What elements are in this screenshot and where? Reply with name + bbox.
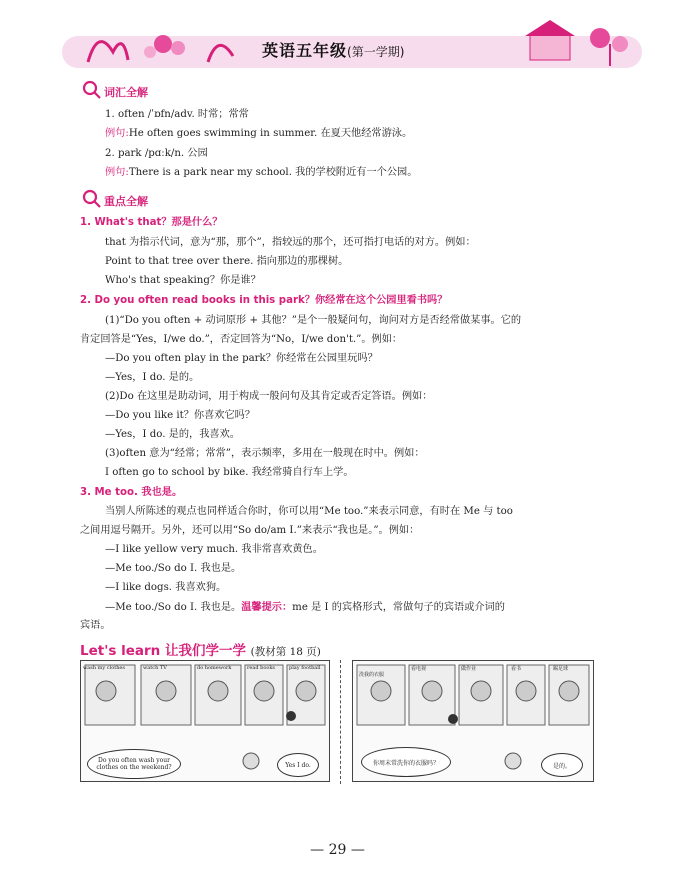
point-2-line: —Yes，I do. 是的，我喜欢。 <box>105 429 240 440</box>
speech-bubble-question: 你周末常洗你的衣服吗？ <box>361 747 451 777</box>
point-1-title: 1. What's that？那是什么？ <box>80 217 223 228</box>
comic-label: 踢足球 <box>553 666 569 672</box>
speech-bubble-answer: Yes I do. <box>277 753 319 777</box>
point-1-line: Point to that tree over there. 指向那边的那棵树。 <box>105 256 349 267</box>
vocab-example-1: 例句:He often goes swimming in summer. 在夏天他经常游泳。 <box>105 128 413 139</box>
page-number: — 29 — <box>310 842 365 858</box>
comic-panel-left <box>80 660 330 782</box>
point-2-line: (1)“Do you often + 动词原形 + 其他？”是个一般疑问句，询问对方是否经常做某事。它的 <box>105 315 522 326</box>
header-title: 英语五年级(第一学期) <box>262 41 405 60</box>
comic-panel-right <box>352 660 594 782</box>
vocab-word-2: 2. park /pɑːk/n. 公园 <box>105 148 208 159</box>
point-3-line: 当别人所陈述的观点也同样适合你时，你可以用“Me too.”来表示同意，有时在 Me 与 too <box>105 506 513 517</box>
point-3-title: 3. Me too. 我也是。 <box>80 487 183 498</box>
speech-bubble-question: Do you often wash your clothes on the weekend? <box>87 749 181 779</box>
point-2-line: —Do you often play in the park？你经常在公园里玩吗？ <box>105 353 378 364</box>
comic-label: read books <box>247 665 275 671</box>
point-3-line: 宾语。 <box>80 620 111 631</box>
comic-label: do homework <box>197 665 232 671</box>
magnifier-icon <box>80 79 102 101</box>
comic-label: 看书 <box>511 666 522 672</box>
key-heading: 重点全解 <box>104 195 148 208</box>
point-3-line: —Me too./So do I. 我也是。 <box>105 563 242 574</box>
point-3-line: —I like dogs. 我喜欢狗。 <box>105 582 227 593</box>
vocab-word-1: 1. often /ˈɒfn/adv. 时常；常常 <box>105 109 249 120</box>
magnifier-icon <box>80 188 102 210</box>
header-decoration-right <box>500 14 640 70</box>
comic-label: wash my clothes <box>83 665 125 671</box>
speech-bubble-answer: 是的。 <box>541 753 583 777</box>
point-2-line: —Do you like it？你喜欢它吗？ <box>105 410 256 421</box>
point-3-line: —I like yellow very much. 我非常喜欢黄色。 <box>105 544 323 555</box>
vocab-example-2: 例句:There is a park near my school. 我的学校附近有一个公园。 <box>105 167 418 178</box>
point-2-line: (3)often 意为“经常；常常”，表示频率，多用在一般现在时中。例如： <box>105 448 425 459</box>
comic-label: 做作业 <box>461 666 477 672</box>
header-decoration-left <box>68 22 238 70</box>
point-2-line: —Yes，I do. 是的。 <box>105 372 200 383</box>
comic-label: watch TV <box>143 665 167 671</box>
comic-divider <box>340 660 341 784</box>
point-1-line: that 为指示代词，意为“那，那个”，指较远的那个，还可指打电话的对方。例如： <box>105 237 476 248</box>
point-2-line: I often go to school by bike. 我经常骑自行车上学。 <box>105 467 354 478</box>
point-3-line: 之间用逗号隔开。另外，还可以用“So do/am I.”来表示“我也是。”。例如： <box>80 525 420 536</box>
lets-learn-title: Let's learn 让我们学一学 (教材第 18 页) <box>80 643 321 659</box>
comic-label: 看电视 <box>411 666 427 672</box>
point-2-line: 肯定回答是“Yes，I/we do.”，否定回答为“No，I/we don't.”。例如： <box>80 334 403 345</box>
comic-label: play football <box>289 665 321 671</box>
vocab-heading: 词汇全解 <box>104 86 148 99</box>
point-1-line: Who's that speaking？你是谁？ <box>105 275 261 286</box>
point-3-line: —Me too./So do I. 我也是。温馨提示：me 是 I 的宾格形式，常做句子的宾语或介词的 <box>105 601 505 613</box>
comic-label: 洗我的衣服 <box>359 672 385 678</box>
point-2-line: (2)Do 在这里是助动词，用于构成一般问句及其肯定或否定答语。例如： <box>105 391 433 402</box>
point-2-title: 2. Do you often read books in this park？你经常在这个公园里看书吗？ <box>80 295 448 306</box>
